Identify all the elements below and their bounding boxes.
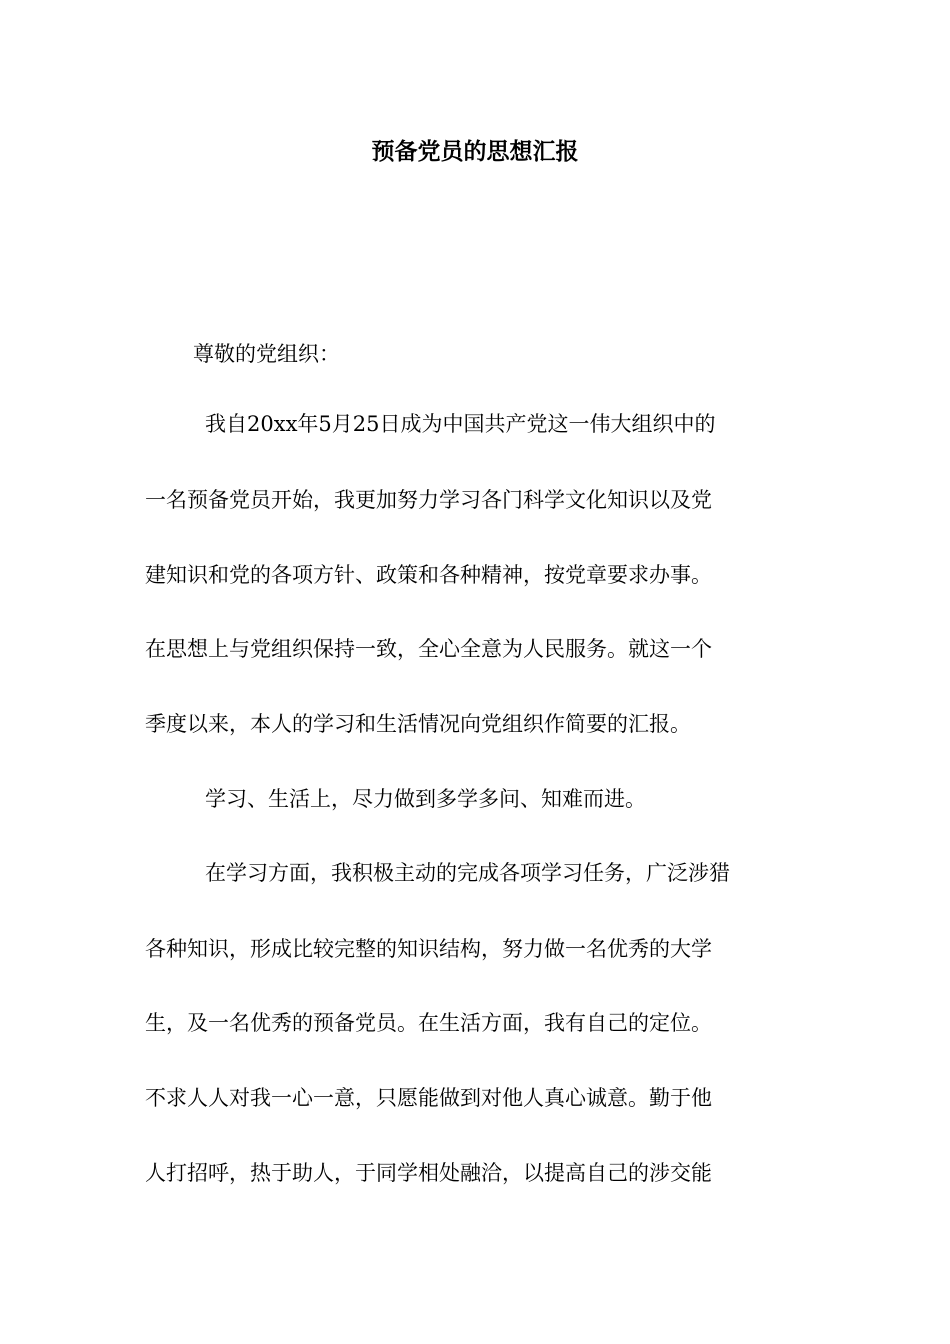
salutation: 尊敬的党组织： bbox=[193, 342, 340, 366]
paragraph-line: 人打招呼，热于助人，于同学相处融洽，以提高自己的涉交能 bbox=[145, 1161, 712, 1185]
paragraph-line: 学习、生活上，尽力做到多学多问、知难而进。 bbox=[205, 787, 646, 811]
paragraph-line: 建知识和党的各项方针、政策和各种精神，按党章要求办事。 bbox=[145, 563, 712, 587]
paragraph-line: 一名预备党员开始，我更加努力学习各门科学文化知识以及党 bbox=[145, 488, 712, 512]
paragraph-line: 各种知识，形成比较完整的知识结构，努力做一名优秀的大学 bbox=[145, 937, 712, 961]
paragraph-line: 不求人人对我一心一意，只愿能做到对他人真心诚意。勤于他 bbox=[145, 1086, 712, 1110]
paragraph-line: 季度以来，本人的学习和生活情况向党组织作简要的汇报。 bbox=[145, 712, 691, 736]
paragraph-line: 我自20xx年5月25日成为中国共产党这一伟大组织中的 bbox=[205, 412, 716, 436]
paragraph-line: 在思想上与党组织保持一致，全心全意为人民服务。就这一个 bbox=[145, 637, 712, 661]
paragraph-line: 生，及一名优秀的预备党员。在生活方面，我有自己的定位。 bbox=[145, 1011, 712, 1035]
paragraph-line: 在学习方面，我积极主动的完成各项学习任务，广泛涉猎 bbox=[205, 861, 730, 885]
document-title: 预备党员的思想汇报 bbox=[371, 138, 579, 165]
